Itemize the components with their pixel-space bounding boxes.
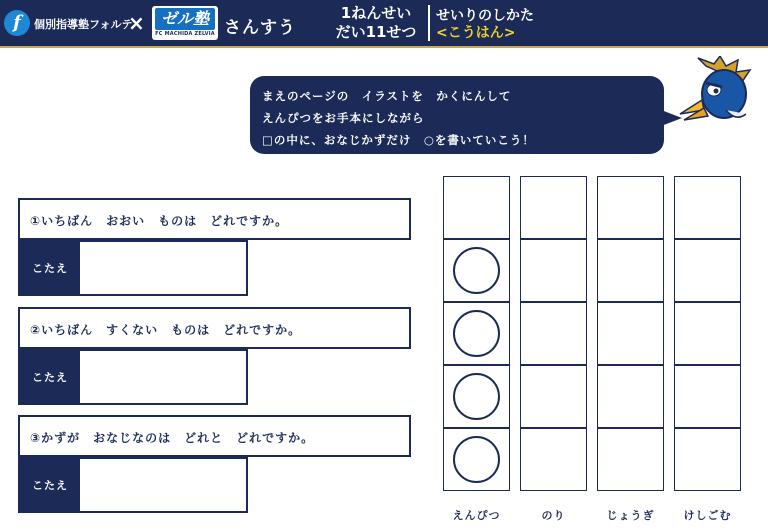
answer-box-2[interactable] [18,349,248,405]
grid-cell[interactable] [443,365,510,428]
instruction-line-2: えんぴつをお手本にしながら [262,111,425,125]
grid-cell[interactable] [520,176,587,239]
zeljuku-logo-subtitle: FC MACHIDA ZELVIA [155,31,215,37]
grid-cell[interactable] [520,428,587,491]
grid-cell[interactable] [443,302,510,365]
grid-column-label: じょうぎ [606,509,655,522]
subject-title: さんすう [224,18,296,38]
brand-name: 個別指導塾フォルテ [34,18,133,31]
grid-cell[interactable] [597,428,664,491]
page-header [0,0,768,46]
grid-cell[interactable] [443,428,510,491]
grid-cell[interactable] [520,365,587,428]
zeljuku-logo [152,6,218,40]
header-gold-line [0,46,768,48]
grade-label [328,4,424,42]
unit-subtitle: <こうはん> [436,25,516,41]
grid-cell[interactable] [674,176,741,239]
answer-label-2: こたえ [20,351,80,403]
answer-label-3: こたえ [20,459,80,511]
grid-cell[interactable] [674,239,741,302]
question-2-text: ②いちばん すくない ものは どれですか。 [30,323,302,337]
tally-circle [453,373,500,420]
grade-line-1: 1ねんせい [340,4,412,22]
tally-circle [453,436,500,483]
grid-cell[interactable] [520,302,587,365]
answer-box-3[interactable] [18,457,248,513]
tally-circle [453,310,500,357]
grid-column-label: けしごむ [683,509,732,522]
question-1-text: ①いちばん おおい ものは どれですか。 [30,214,289,228]
collab-times-symbol: × [128,11,145,35]
grid-cell[interactable] [597,365,664,428]
zeljuku-logo-title: ゼル塾 [155,8,215,30]
grid-cell[interactable] [674,428,741,491]
grid-cell[interactable] [520,239,587,302]
unit-title: せいりのしかた [436,8,534,24]
grid-cell[interactable] [443,239,510,302]
answer-box-1[interactable] [18,240,248,296]
grid-column-label: のり [541,509,566,522]
bird-mascot-icon [676,56,760,132]
grid-cell[interactable] [443,176,510,239]
question-3-text: ③かずが おなじなのは どれと どれですか。 [30,431,315,445]
grid-cell[interactable] [597,176,664,239]
grid-column-label: えんぴつ [452,509,501,522]
tally-circle [453,247,500,294]
grid-cell[interactable] [674,302,741,365]
question-2 [18,307,411,349]
grid-cell[interactable] [597,239,664,302]
instruction-line-3: □の中に、おなじかずだけ ○を書いていこう！ [262,133,535,147]
instruction-line-1: まえのページの イラストを かくにんして [262,89,512,103]
forte-logo-icon: f [4,10,30,36]
question-1 [18,198,411,240]
grade-line-2: だい11せつ [335,23,417,41]
unit-title-block [436,8,534,42]
answer-label-1: こたえ [20,242,80,294]
grid-cell[interactable] [674,365,741,428]
header-divider [428,5,430,41]
question-3 [18,415,411,457]
grid-cell[interactable] [597,302,664,365]
